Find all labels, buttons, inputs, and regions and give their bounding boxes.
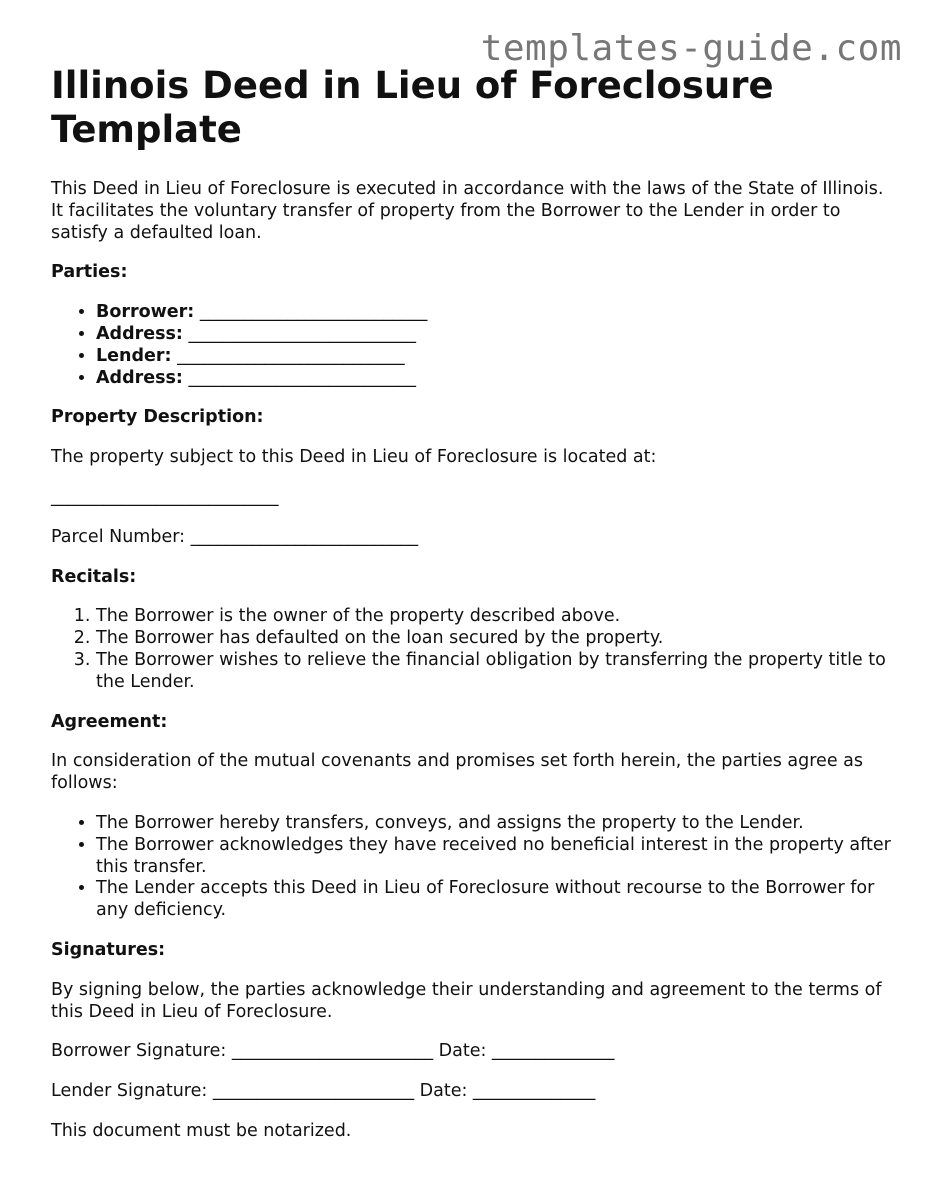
list-item: • The Borrower hereby transfers, conveys, and assigns the property to the Lender. [96, 813, 891, 835]
list-item [96, 324, 891, 346]
property-text: The property subject to this Deed in Lieu of Foreclosure is located at: [51, 447, 657, 468]
party-label: Address: [96, 323, 183, 344]
list-item [96, 368, 891, 390]
list-item: • The Borrower acknowledges they have received no beneficial interest in the property after this transfer. [96, 835, 891, 879]
lender-signature-line: Lender Signature: _______________________ Date: ______________ [51, 1081, 596, 1102]
fill-blank: __________________________ [188, 323, 417, 344]
list-item: 1. The Borrower is the owner of the property described above. [96, 606, 891, 628]
list-item: • The Lender accepts this Deed in Lieu of Foreclosure without recourse to the Borrower for any deficiency. [96, 878, 891, 922]
parcel-number: Parcel Number: __________________________ [51, 526, 419, 547]
parties-heading: Parties: [51, 262, 128, 283]
borrower-signature-line: Borrower Signature: _______________________ Date: ______________ [51, 1041, 615, 1062]
party-label: Lender: [96, 345, 172, 366]
agreement-list [51, 813, 891, 922]
list-item [96, 302, 891, 324]
recitals-list [51, 606, 891, 693]
intro-paragraph: This Deed in Lieu of Foreclosure is executed in accordance with the laws of the State of Illinois. It facilitates the voluntary transfer of property from the Borrower to the Lender in order to satisfy a defaulted loan. [51, 179, 884, 243]
list-item: 2. The Borrower has defaulted on the loan secured by the property. [96, 628, 891, 650]
property-heading: Property Description: [51, 407, 264, 428]
parties-list [51, 302, 891, 389]
signatures-heading: Signatures: [51, 939, 166, 960]
fill-blank: __________________________ [188, 367, 417, 388]
recitals-heading: Recitals: [51, 566, 137, 587]
property-address-blank: __________________________ [51, 486, 279, 507]
list-item [96, 346, 891, 368]
page-title: Illinois Deed in Lieu of Foreclosure Template [51, 64, 774, 151]
fill-blank: __________________________ [199, 302, 428, 323]
agreement-heading: Agreement: [51, 711, 168, 732]
document [51, 64, 891, 1143]
party-label: Address: [96, 367, 183, 388]
watermark: templates-guide.com [480, 28, 902, 69]
list-item: 3. The Borrower wishes to relieve the financial obligation by transferring the property title to the Lender. [96, 650, 891, 694]
signatures-text: By signing below, the parties acknowledge their understanding and agreement to the terms of this Deed in Lieu of Foreclosure. [51, 979, 882, 1022]
notarize-note: This document must be notarized. [51, 1120, 352, 1141]
fill-blank: __________________________ [177, 345, 405, 366]
agreement-text: In consideration of the mutual covenants and promises set forth herein, the parties agree as follows: [51, 751, 863, 794]
party-label: Borrower: [96, 302, 195, 323]
